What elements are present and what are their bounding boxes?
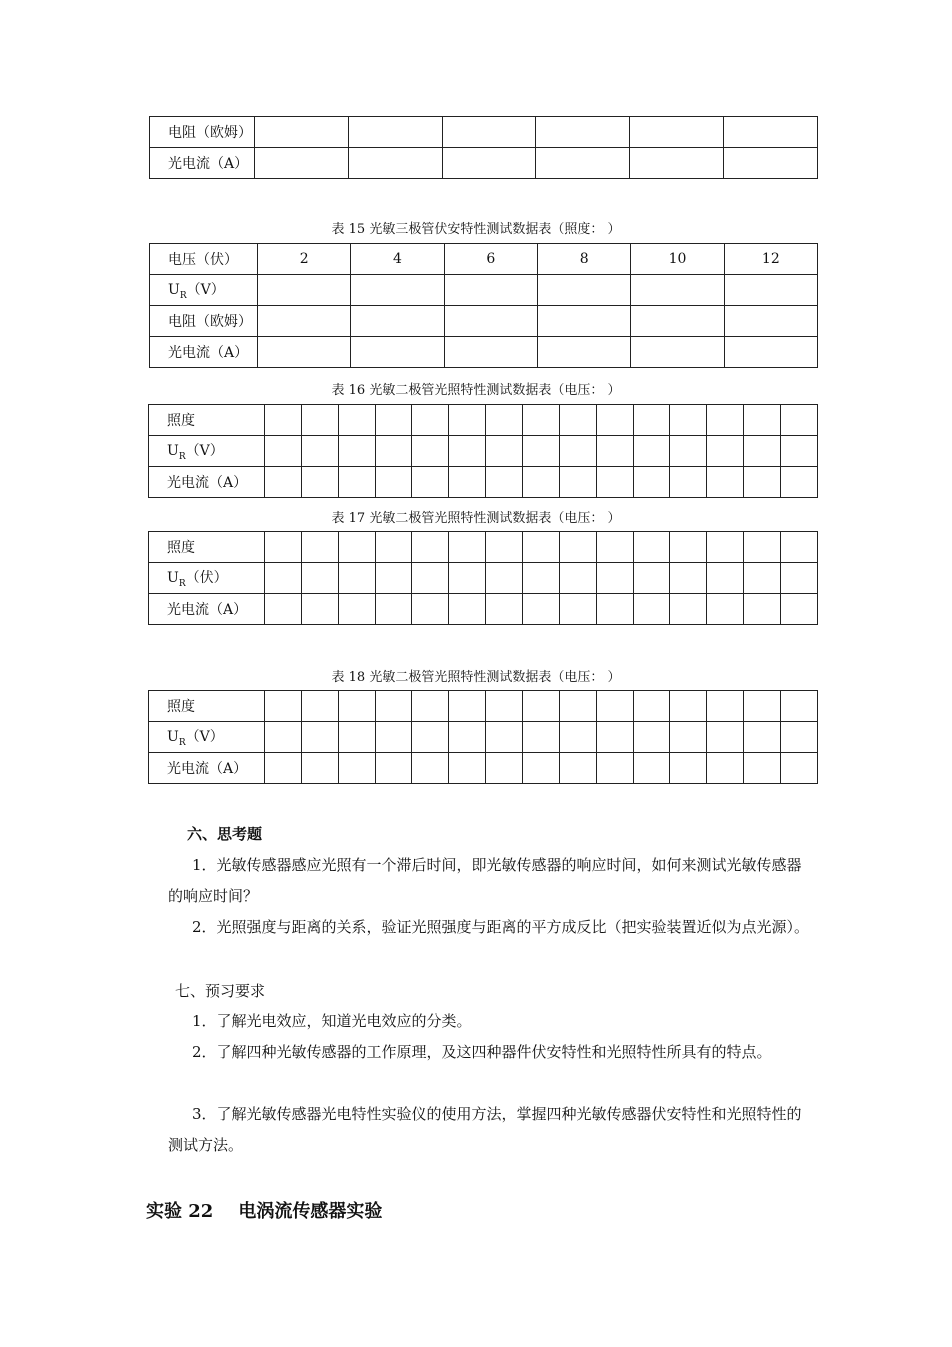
section6-question-2: 2．光照强度与距离的关系，验证光照强度与距离的平方成反比（把实验装置近似为点光源）。 xyxy=(192,918,810,936)
empty-cell xyxy=(265,753,302,784)
empty-cell xyxy=(375,563,412,594)
empty-cell xyxy=(707,405,744,436)
table16 xyxy=(148,404,818,498)
empty-cell xyxy=(707,753,744,784)
table-row xyxy=(149,467,818,498)
section7-item-3: 3．了解光敏传感器光电特性实验仪的使用方法，掌握四种光敏传感器伏安特性和光照特性的测试方法。 xyxy=(168,1105,802,1154)
empty-cell xyxy=(670,563,707,594)
empty-cell xyxy=(596,691,633,722)
empty-cell xyxy=(596,563,633,594)
empty-cell xyxy=(707,722,744,753)
empty-cell xyxy=(744,467,781,498)
row-label: 光电流（A） xyxy=(149,467,265,498)
empty-cell xyxy=(633,691,670,722)
empty-cell xyxy=(301,436,338,467)
empty-cell xyxy=(707,532,744,563)
empty-cell xyxy=(596,405,633,436)
empty-cell xyxy=(523,436,560,467)
empty-cell xyxy=(523,691,560,722)
empty-cell xyxy=(412,563,449,594)
empty-cell xyxy=(781,436,818,467)
header-cell: 12 xyxy=(724,244,817,275)
empty-cell xyxy=(707,563,744,594)
empty-cell xyxy=(559,532,596,563)
empty-cell xyxy=(449,436,486,467)
empty-cell xyxy=(449,532,486,563)
empty-cell xyxy=(670,594,707,625)
empty-cell xyxy=(301,691,338,722)
empty-cell xyxy=(744,405,781,436)
table-row xyxy=(149,722,818,753)
empty-cell xyxy=(781,532,818,563)
empty-cell xyxy=(265,467,302,498)
empty-cell xyxy=(559,722,596,753)
empty-cell xyxy=(596,467,633,498)
empty-cell xyxy=(265,532,302,563)
empty-cell xyxy=(301,405,338,436)
empty-cell xyxy=(449,722,486,753)
empty-cell xyxy=(633,436,670,467)
empty-cell xyxy=(301,722,338,753)
header-label: 电压（伏） xyxy=(150,244,258,275)
table-row xyxy=(149,753,818,784)
empty-cell xyxy=(265,691,302,722)
empty-cell xyxy=(559,467,596,498)
empty-cell xyxy=(633,753,670,784)
empty-cell xyxy=(781,691,818,722)
empty-cell xyxy=(375,753,412,784)
empty-cell xyxy=(486,691,523,722)
empty-cell xyxy=(412,594,449,625)
empty-cell xyxy=(338,405,375,436)
row-label: 电阻（欧姆） xyxy=(150,306,258,337)
empty-cell xyxy=(375,594,412,625)
empty-cell xyxy=(338,467,375,498)
empty-cell xyxy=(412,405,449,436)
empty-cell xyxy=(486,467,523,498)
empty-cell xyxy=(707,436,744,467)
table-row xyxy=(149,405,818,436)
empty-cell xyxy=(670,436,707,467)
header-cell: 6 xyxy=(444,244,537,275)
empty-cell xyxy=(486,405,523,436)
row-label: 电阻（欧姆） xyxy=(150,117,255,148)
table-top xyxy=(149,116,818,179)
empty-cell xyxy=(375,436,412,467)
empty-cell xyxy=(559,563,596,594)
table18-caption: 表 18 光敏二极管光照特性测试数据表（电压： ） xyxy=(331,670,621,685)
section7-item-2: 2．了解四种光敏传感器的工作原理，及这四种器件伏安特性和光照特性所具有的特点。 xyxy=(192,1043,772,1061)
empty-cell xyxy=(412,436,449,467)
empty-cell xyxy=(781,405,818,436)
table-row xyxy=(149,532,818,563)
section6-question-1: 1．光敏传感器感应光照有一个滞后时间，即光敏传感器的响应时间，如何来测试光敏传感器的响应时间？ xyxy=(168,856,802,905)
empty-cell xyxy=(781,753,818,784)
empty-cell xyxy=(596,722,633,753)
empty-cell xyxy=(559,436,596,467)
empty-cell xyxy=(338,594,375,625)
empty-cell xyxy=(633,405,670,436)
empty-cell xyxy=(486,532,523,563)
empty-cell xyxy=(412,753,449,784)
row-label: $U_R$（伏） xyxy=(149,563,265,594)
row-label: 照度 xyxy=(149,405,265,436)
empty-cell xyxy=(633,532,670,563)
empty-cell xyxy=(375,467,412,498)
empty-cell xyxy=(781,467,818,498)
empty-cell xyxy=(486,722,523,753)
table15 xyxy=(149,243,818,368)
empty-cell xyxy=(707,691,744,722)
empty-cell xyxy=(449,691,486,722)
empty-cell xyxy=(744,691,781,722)
empty-cell xyxy=(744,532,781,563)
empty-cell xyxy=(449,594,486,625)
empty-cell xyxy=(265,594,302,625)
header-cell: 10 xyxy=(631,244,724,275)
empty-cell xyxy=(301,594,338,625)
empty-cell xyxy=(707,594,744,625)
row-label: 光电流（A） xyxy=(150,148,255,179)
table-row xyxy=(149,436,818,467)
header-cell: 2 xyxy=(258,244,351,275)
empty-cell xyxy=(559,691,596,722)
empty-cell xyxy=(265,405,302,436)
empty-cell xyxy=(670,532,707,563)
table-row xyxy=(150,337,818,368)
empty-cell xyxy=(633,722,670,753)
empty-cell xyxy=(523,563,560,594)
empty-cell xyxy=(670,753,707,784)
header-cell: 8 xyxy=(537,244,630,275)
empty-cell xyxy=(301,532,338,563)
empty-cell xyxy=(265,436,302,467)
empty-cell xyxy=(338,753,375,784)
empty-cell xyxy=(338,436,375,467)
row-label: 照度 xyxy=(149,691,265,722)
empty-cell xyxy=(265,563,302,594)
table15-caption: 表 15 光敏三极管伏安特性测试数据表（照度： ） xyxy=(331,222,621,237)
empty-cell xyxy=(523,532,560,563)
empty-cell xyxy=(670,722,707,753)
empty-cell xyxy=(744,753,781,784)
empty-cell xyxy=(633,467,670,498)
empty-cell xyxy=(486,436,523,467)
row-label: 照度 xyxy=(149,532,265,563)
row-label: 光电流（A） xyxy=(149,753,265,784)
empty-cell xyxy=(375,691,412,722)
row-label: $U_R(V)$ xyxy=(150,275,258,306)
section7-heading: 七、预习要求 xyxy=(175,982,266,1000)
empty-cell xyxy=(559,594,596,625)
empty-cell xyxy=(486,594,523,625)
empty-cell xyxy=(375,532,412,563)
table18 xyxy=(148,690,818,784)
empty-cell xyxy=(375,405,412,436)
empty-cell xyxy=(781,594,818,625)
row-label: $U_R(V)$ xyxy=(149,436,265,467)
empty-cell xyxy=(375,722,412,753)
empty-cell xyxy=(633,563,670,594)
empty-cell xyxy=(559,405,596,436)
empty-cell xyxy=(338,691,375,722)
empty-cell xyxy=(449,405,486,436)
empty-cell xyxy=(670,467,707,498)
empty-cell xyxy=(523,594,560,625)
empty-cell xyxy=(744,594,781,625)
empty-cell xyxy=(338,563,375,594)
experiment-title: 实验 22 电涡流传感器实验 xyxy=(146,1201,383,1222)
empty-cell xyxy=(486,563,523,594)
empty-cell xyxy=(523,467,560,498)
empty-cell xyxy=(633,594,670,625)
empty-cell xyxy=(596,436,633,467)
table-header-row xyxy=(150,244,818,275)
table-row xyxy=(150,306,818,337)
table-row xyxy=(150,148,818,179)
row-label: 光电流（A） xyxy=(150,337,258,368)
header-cell: 4 xyxy=(351,244,444,275)
table-row xyxy=(149,691,818,722)
table-row xyxy=(150,117,818,148)
section6-heading: 六、思考题 xyxy=(187,825,263,843)
empty-cell xyxy=(559,753,596,784)
empty-cell xyxy=(449,753,486,784)
row-label: 光电流（A） xyxy=(149,594,265,625)
table16-caption: 表 16 光敏二极管光照特性测试数据表（电压： ） xyxy=(331,383,621,398)
empty-cell xyxy=(781,722,818,753)
empty-cell xyxy=(412,467,449,498)
empty-cell xyxy=(744,436,781,467)
empty-cell xyxy=(412,722,449,753)
empty-cell xyxy=(523,405,560,436)
empty-cell xyxy=(596,753,633,784)
empty-cell xyxy=(707,467,744,498)
table17 xyxy=(148,531,818,625)
empty-cell xyxy=(449,467,486,498)
table-row xyxy=(149,563,818,594)
empty-cell xyxy=(523,753,560,784)
empty-cell xyxy=(449,563,486,594)
empty-cell xyxy=(781,563,818,594)
empty-cell xyxy=(486,753,523,784)
empty-cell xyxy=(412,532,449,563)
empty-cell xyxy=(596,532,633,563)
table-row xyxy=(149,594,818,625)
table17-caption: 表 17 光敏二极管光照特性测试数据表（电压： ） xyxy=(331,511,621,526)
empty-cell xyxy=(523,722,560,753)
table-row xyxy=(150,275,818,306)
empty-cell xyxy=(670,691,707,722)
empty-cell xyxy=(301,467,338,498)
empty-cell xyxy=(265,722,302,753)
empty-cell xyxy=(412,691,449,722)
empty-cell xyxy=(301,753,338,784)
empty-cell xyxy=(744,722,781,753)
empty-cell xyxy=(338,722,375,753)
empty-cell xyxy=(670,405,707,436)
empty-cell xyxy=(744,563,781,594)
empty-cell xyxy=(596,594,633,625)
row-label: $U_R(V)$ xyxy=(149,722,265,753)
empty-cell xyxy=(338,532,375,563)
section7-item-1: 1．了解光电效应，知道光电效应的分类。 xyxy=(192,1012,472,1030)
empty-cell xyxy=(301,563,338,594)
